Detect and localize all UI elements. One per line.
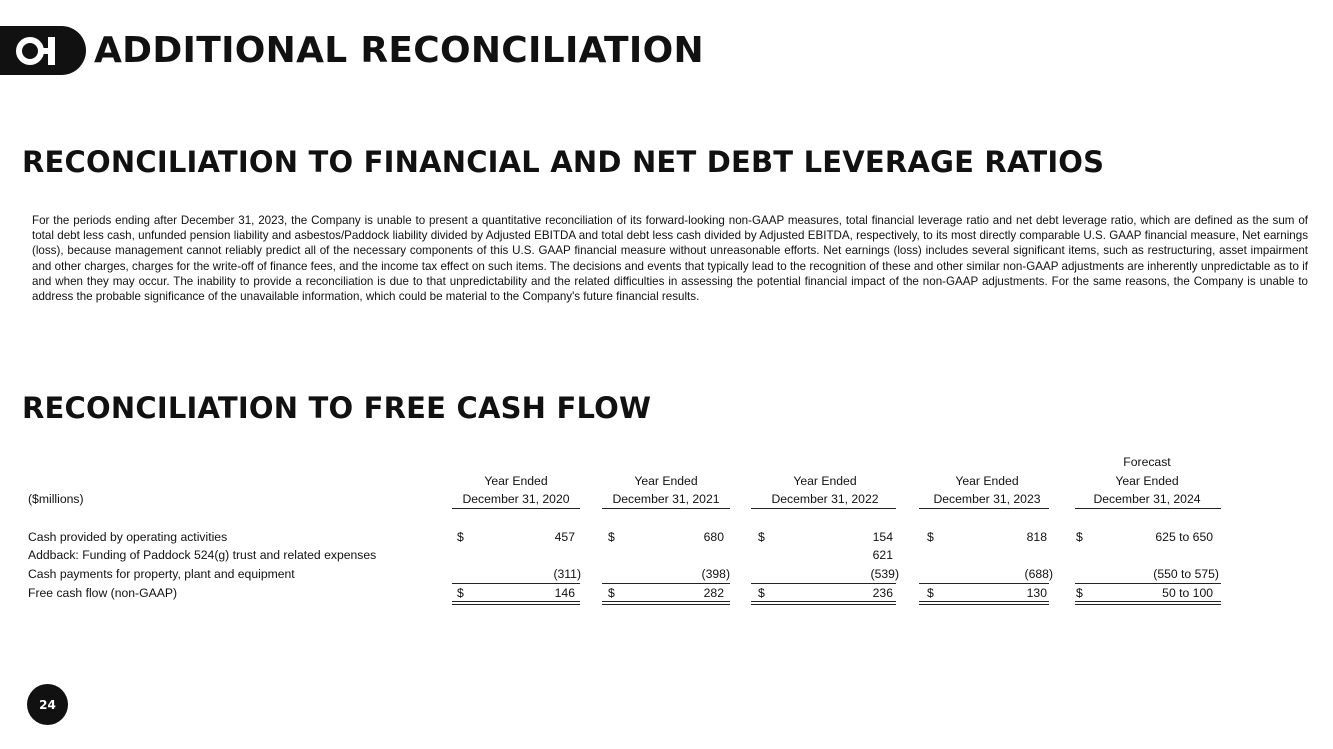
o-i-logo-icon (16, 33, 68, 69)
table-cell: 146 (554, 586, 575, 600)
currency-symbol: $ (457, 586, 464, 600)
col-header-line2: Year Ended (484, 474, 548, 488)
col-header-line1: Forecast (1123, 455, 1171, 469)
total-double-rule (602, 601, 730, 605)
col-header-line2: Year Ended (955, 474, 1019, 488)
header-underline (452, 508, 580, 509)
leverage-disclaimer-paragraph: For the periods ending after December 31, 2023, the Company is unable to present a quantitative reconciliation of its forward-looking non-GAAP measures, total financial leverage ratio and net debt leverage ratio, which are defined as the sum of total debt less cash, unfunded pension liability and asbestos/Paddock liability divided by Adjusted EBITDA and total debt less cash divided by Adjusted EBITDA, respectively, to its most directly comparable U.S. GAAP financial measure, Net earnings (loss), because management cannot reliably predict all of the necessary components of this U.S. GAAP financial measure without unreasonable efforts. Net earnings (loss) includes several significant items, such as restructuring, asset impairment and other charges, charges for the write-off of finance fees, and the income tax effect on such items. The decisions and events that typically lead to the recognition of these and other similar non-GAAP adjustments are inherently unpredictable as to if and when they may occur. The inability to provide a reconciliation is due to that unpredictability and the related difficulties in assessing the potential financial impact of the non-GAAP adjustments. For the same reasons, the Company is unable to address the probable significance of the unavailable information, which could be material to the Company's future financial results. (32, 214, 1308, 304)
header-underline (751, 508, 896, 509)
currency-symbol: $ (608, 586, 615, 600)
col-header-line3: December 31, 2021 (612, 492, 720, 506)
free-cash-flow-table (26, 452, 1226, 612)
currency-symbol: $ (608, 530, 615, 544)
currency-symbol: $ (1076, 586, 1083, 600)
table-cell: 236 (872, 586, 893, 600)
table-cell: 154 (872, 530, 893, 544)
total-double-rule (1075, 601, 1221, 605)
units-label: ($millions) (28, 492, 84, 506)
table-cell: (550 to 575) (1153, 567, 1219, 581)
table-cell: (688) (1024, 567, 1053, 581)
leverage-section-title: RECONCILIATION TO FINANCIAL AND NET DEBT LEVERAGE RATIOS (22, 145, 1105, 179)
page-number-badge: 24 (27, 684, 68, 725)
subtotal-rule (1075, 583, 1221, 584)
fcf-section-title: RECONCILIATION TO FREE CASH FLOW (22, 391, 652, 425)
col-header-line3: December 31, 2023 (933, 492, 1041, 506)
table-cell: 50 to 100 (1162, 586, 1213, 600)
currency-symbol: $ (457, 530, 464, 544)
col-header-line3: December 31, 2020 (462, 492, 570, 506)
total-double-rule (751, 601, 896, 605)
col-header-line2: Year Ended (793, 474, 857, 488)
page-title: ADDITIONAL RECONCILIATION (94, 30, 704, 71)
total-double-rule (919, 601, 1049, 605)
col-header-line2: Year Ended (1115, 474, 1179, 488)
table-cell: 282 (703, 586, 724, 600)
brand-logo-bar (0, 26, 86, 75)
table-cell: 457 (554, 530, 575, 544)
row-label-free-cash-flow: Free cash flow (non-GAAP) (28, 586, 178, 600)
subtotal-rule (751, 583, 896, 584)
header-underline (919, 508, 1049, 509)
header-underline (602, 508, 730, 509)
table-cell: (311) (553, 567, 581, 581)
row-label-paddock-addback: Addback: Funding of Paddock 524(g) trust and related expenses (28, 548, 377, 562)
table-cell: 130 (1026, 586, 1047, 600)
table-cell: 621 (872, 548, 893, 562)
currency-symbol: $ (1076, 530, 1083, 544)
subtotal-rule (919, 583, 1049, 584)
currency-symbol: $ (758, 586, 765, 600)
subtotal-rule (602, 583, 730, 584)
col-header-line2: Year Ended (634, 474, 698, 488)
row-label-operating-cash: Cash provided by operating activities (28, 530, 228, 544)
table-cell: (539) (870, 567, 899, 581)
col-header-line3: December 31, 2022 (771, 492, 879, 506)
header-underline (1075, 508, 1221, 509)
currency-symbol: $ (927, 530, 934, 544)
total-double-rule (452, 601, 580, 605)
table-cell: (398) (701, 567, 730, 581)
currency-symbol: $ (927, 586, 934, 600)
col-header-line3: December 31, 2024 (1093, 492, 1201, 506)
row-label-capex: Cash payments for property, plant and equipment (28, 567, 295, 581)
currency-symbol: $ (758, 530, 765, 544)
subtotal-rule (452, 583, 580, 584)
table-cell: 680 (703, 530, 724, 544)
table-cell: 818 (1026, 530, 1047, 544)
table-cell: 625 to 650 (1155, 530, 1213, 544)
